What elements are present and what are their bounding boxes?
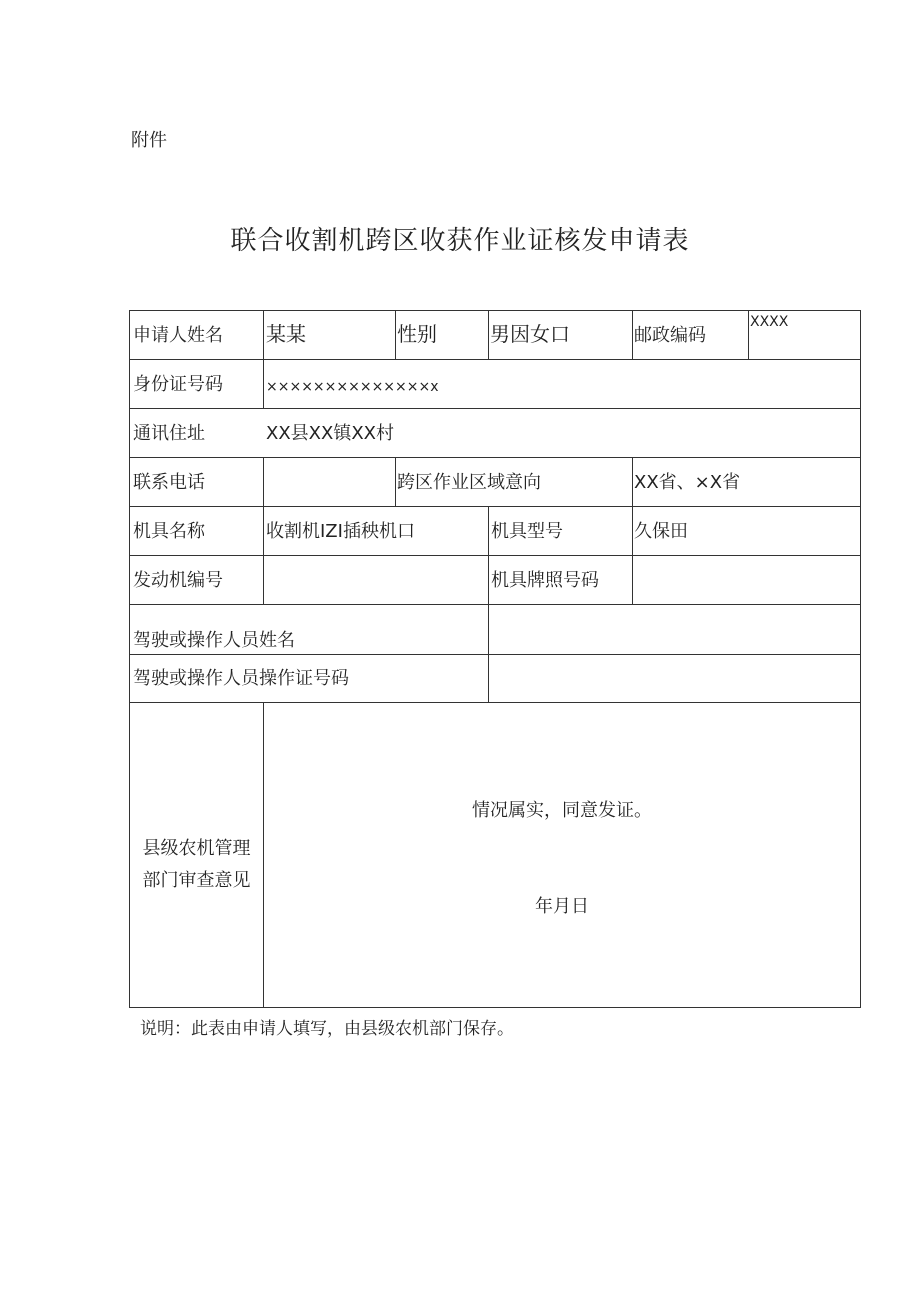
operator-name-label: 驾驶或操作人员姓名 — [133, 630, 295, 651]
review-section-label — [130, 833, 263, 897]
footer-note: 说明：此表由申请人填写，由县级农机部门保存。 — [140, 1019, 514, 1039]
address-value: XX县XX镇XX村 — [266, 423, 394, 444]
machine-model-label: 机具型号 — [491, 521, 563, 542]
applicant-name-value: 某某 — [266, 322, 306, 346]
engine-number-label: 发动机编号 — [133, 570, 223, 591]
address-label: 通讯住址 — [133, 423, 205, 444]
review-label-line1: 县级农机管理 — [142, 838, 251, 859]
attachment-label: 附件 — [131, 130, 167, 151]
review-label-line2: 部门审查意见 — [142, 870, 251, 891]
gender-label: 性别 — [397, 322, 437, 346]
intended-region-value: XX省、×X省 — [634, 472, 741, 493]
application-form-table — [129, 310, 861, 1008]
gender-value: 男因女口 — [490, 322, 570, 346]
intended-region-label: 跨区作业区域意向 — [397, 472, 541, 493]
form-title: 联合收割机跨区收获作业证核发申请表 — [230, 226, 690, 256]
id-number-value: ××××××××××××××x — [266, 379, 439, 395]
machine-model-value: 久保田 — [634, 521, 688, 542]
review-opinion: 情况属实，同意发证。 — [472, 800, 652, 821]
postcode-label: 邮政编码 — [634, 325, 706, 346]
postcode-value: XXXX — [750, 314, 789, 330]
review-date: 年月日 — [535, 896, 589, 917]
operator-cert-label: 驾驶或操作人员操作证号码 — [133, 668, 349, 689]
machine-name-label: 机具名称 — [133, 521, 205, 542]
license-plate-label: 机具牌照号码 — [491, 570, 599, 591]
machine-name-value: 收割机IZI插秧机口 — [266, 521, 415, 542]
applicant-name-label: 申请人姓名 — [133, 325, 223, 346]
id-number-label: 身份证号码 — [133, 374, 223, 395]
phone-label: 联系电话 — [133, 472, 205, 493]
